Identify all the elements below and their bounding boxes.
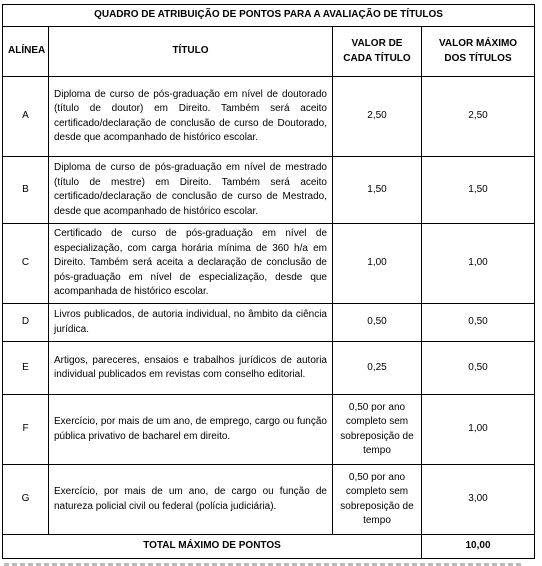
table-row <box>3 465 535 535</box>
row-alinea: B <box>3 157 49 224</box>
header-valor-maximo: VALOR MÁXIMO DOS TÍTULOS <box>422 27 535 77</box>
table-row <box>3 304 535 342</box>
table-row <box>3 395 535 465</box>
row-titulo: Certificado de curso de pós-graduação em nível de especialização, com carga horária mínima de 360 h/a em Direito. Também será aceita a declaração de conclusão de pós-graduação em nível de especialização, desde que acompanhada de histórico escolar. <box>49 224 333 304</box>
row-valor-cada: 0,25 <box>333 342 422 395</box>
row-valor-maximo: 1,00 <box>422 224 535 304</box>
row-valor-maximo: 0,50 <box>422 342 535 395</box>
row-valor-maximo: 3,00 <box>422 465 535 535</box>
row-valor-cada: 1,00 <box>333 224 422 304</box>
total-label: TOTAL MÁXIMO DE PONTOS <box>3 535 422 559</box>
row-alinea: D <box>3 304 49 342</box>
row-alinea: E <box>3 342 49 395</box>
row-valor-maximo: 1,50 <box>422 157 535 224</box>
table-row <box>3 157 535 224</box>
row-alinea: F <box>3 395 49 465</box>
row-valor-cada: 2,50 <box>333 77 422 157</box>
row-valor-cada: 0,50 por ano completo sem sobreposição de tempo <box>333 395 422 465</box>
header-alinea: ALÍNEA <box>3 27 49 77</box>
row-alinea: G <box>3 465 49 535</box>
row-titulo: Livros publicados, de autoria individual, no âmbito da ciência jurídica. <box>49 304 333 342</box>
row-alinea: C <box>3 224 49 304</box>
row-valor-maximo: 1,00 <box>422 395 535 465</box>
row-alinea: A <box>3 77 49 157</box>
row-valor-maximo: 2,50 <box>422 77 535 157</box>
total-row <box>3 535 535 559</box>
cut-off-text-line <box>4 558 524 566</box>
header-valor-cada: VALOR DE CADA TÍTULO <box>333 27 422 77</box>
row-titulo: Diploma de curso de pós-graduação em nível de mestrado (título de mestre) em Direito. Também será aceito certificado/declaração de conclusão de curso de Mestrado, desde que acompanhado de histórico escolar. <box>49 157 333 224</box>
row-valor-cada: 0,50 <box>333 304 422 342</box>
row-valor-cada: 0,50 por ano completo sem sobreposição de tempo <box>333 465 422 535</box>
row-titulo: Exercício, por mais de um ano, de cargo ou função de natureza policial civil ou federal (polícia judiciária). <box>49 465 333 535</box>
row-titulo: Exercício, por mais de um ano, de emprego, cargo ou função pública privativo de bacharel em direito. <box>49 395 333 465</box>
table-row <box>3 77 535 157</box>
points-table <box>2 4 535 559</box>
row-titulo: Artigos, pareceres, ensaios e trabalhos jurídicos de autoria individual publicados em revistas com conselho editorial. <box>49 342 333 395</box>
table-caption: QUADRO DE ATRIBUIÇÃO DE PONTOS PARA A AVALIAÇÃO DE TÍTULOS <box>3 5 535 27</box>
table-row <box>3 224 535 304</box>
row-valor-maximo: 0,50 <box>422 304 535 342</box>
total-value: 10,00 <box>422 535 535 559</box>
row-titulo: Diploma de curso de pós-graduação em nível de doutorado (título de doutor) em Direito. Também será aceito certificado/declaração de conclusão de curso de Doutorado, desde que acompanhado de histórico escolar. <box>49 77 333 157</box>
row-valor-cada: 1,50 <box>333 157 422 224</box>
table-row <box>3 342 535 395</box>
header-titulo: TÍTULO <box>49 27 333 77</box>
